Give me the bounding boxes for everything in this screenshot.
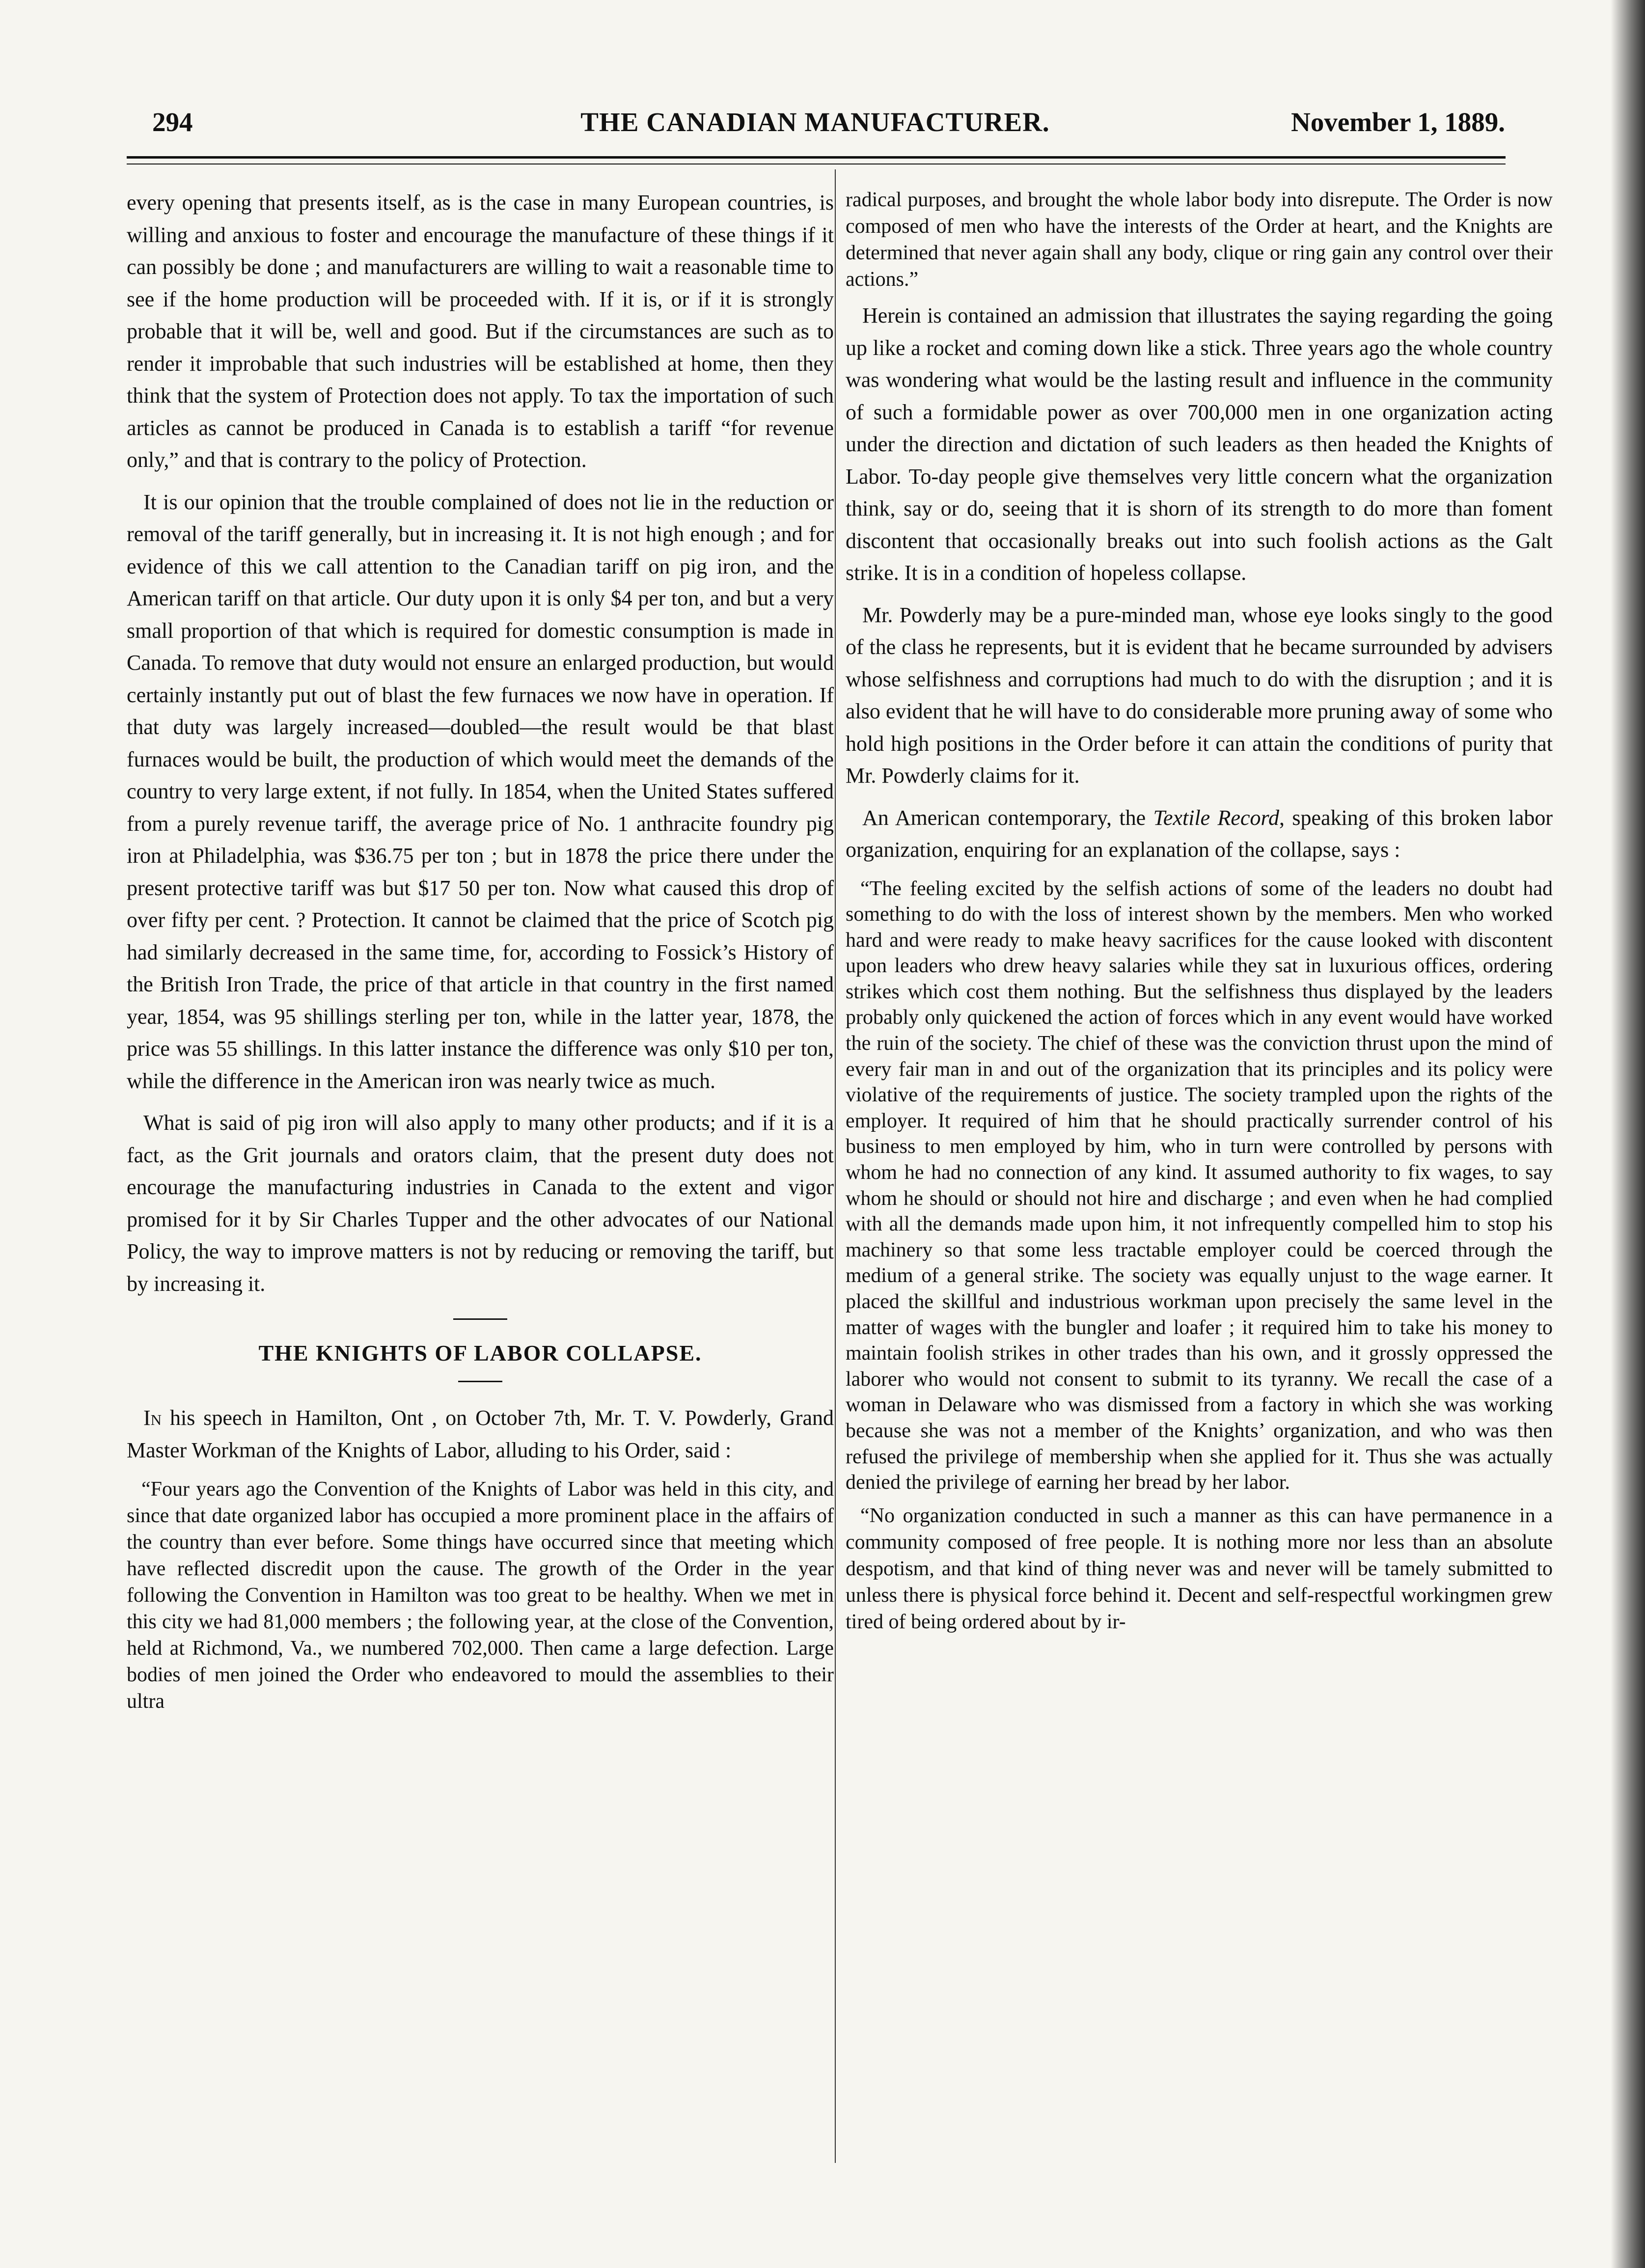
paragraph: Mr. Powderly may be a pure-minded man, whose eye looks singly to the good of the class he represents, but it is evident that he became surrounded by advisers whose selfishness and corruptions had much to do with the disruption ; and it is also evident that he will have to do considerable more pruning away of some who hold high positions in the Order before it can attain the conditions of purity that Mr. Powderly claims for it.: [846, 602, 1553, 788]
page-edge-shadow: [1611, 0, 1645, 2268]
left-column: [127, 187, 834, 2170]
publication-title: Textile Record: [1153, 805, 1279, 830]
running-header: [125, 101, 1505, 145]
quotation: “Four years ago the Convention of the Knights of Labor was held in this city, and since that date organized labor has occupied a more prominent place in the affairs of the country than ever before. Some things have occurred since that meeting which have reflected discredit upon the cause. The growth of the Order in the year following the Convention in Hamilton was too great to be healthy. When we met in this city we had 81,000 members ; the following year, at the close of the Convention, held at Richmond, Va., we numbered 702,000. Then came a large defection. Large bodies of men joined the Order who endeavored to mould the assemblies to their ultra: [127, 1478, 834, 1713]
paragraph: every opening that presents itself, as is the case in many European countries, is willing and anxious to foster and encourage the manufacture of these things if it can possibly be done ; and manufacturers are willing to wait a reasonable time to see if the home production will be proceeded with. If it is, or if it is strongly probable that it will be, well and good. But if the circumstances are such as to render it improbable that such industries will be established at home, then they think that the system of Protection does not apply. To tax the importation of such articles as cannot be produced in Canada is to establish a tariff “for revenue only,” and that is contrary to the policy of Protection.: [127, 191, 834, 472]
paragraph-text: An American contemporary, the: [862, 805, 1153, 830]
paragraph: What is said of pig iron will also apply to many other products; and if it is a fact, as the Grit journals and orators claim, that the present duty does not encourage the manufacturing industries in Canada to the extent and vigor promised for it by Sir Charles Tupper and the other advocates of our National Policy, the way to improve matters is not by reducing or removing the tariff, but by increasing it.: [127, 1111, 834, 1296]
paragraph: [127, 1402, 834, 1466]
paragraph: Herein is contained an admission that illustrates the saying regarding the going up like a rocket and coming down like a stick. Three years ago the whole country was wondering what would be the lasting result and influence in the community of such a formidable power as over 700,000 men in one organization acting under the direction and dictation of such leaders as then headed the Knights of Labor. To-day people give themselves very little concern what the organization think, say or do, seeing that it is shorn of its strength to do more than foment discontent that occasionally breaks out into such foolish actions as the Galt strike. It is in a condition of hopeless collapse.: [846, 303, 1553, 585]
article-heading: THE KNIGHTS OF LABOR COLLAPSE.: [258, 1340, 702, 1366]
paragraph-text: his speech in Hamilton, Ont , on October 7th, Mr. T. V. Powderly, Grand Master Workman of the Knights of Labor, alluding to his Order, said :: [127, 1406, 834, 1462]
quotation: “No organization conducted in such a manner as this can have permanence in a community composed of free people. It is nothing more nor less than an absolute despotism, and that kind of thing never was and never will be tamely submitted to unless there is physical force behind it. Decent and self-respectful workingmen grew tired of being ordered about by ir-: [846, 1504, 1553, 1633]
quotation-continued: radical purposes, and brought the whole labor body into disrepute. The Order is now composed of men who have the interests of the Order at heart, and the Knights are determined that never again shall any body, clique or ring gain any control over their actions.”: [846, 189, 1553, 291]
lead-in-word: In: [143, 1406, 162, 1430]
paragraph-text: , speaking of this broken labor organization, enquiring for an explanation of the collapse, says :: [846, 805, 1553, 862]
journal-title: THE CANADIAN MANUFACTURER.: [580, 107, 1050, 137]
header-rule-thick: [127, 156, 1506, 159]
page-number: 294: [152, 107, 193, 137]
section-separator: [453, 1318, 507, 1320]
paragraph: It is our opinion that the trouble complained of does not lie in the reduction or removal of the tariff generally, but in increasing it. It is not high enough ; and for evidence of this we call attention to the Canadian tariff on pig iron, and the American tariff on that article. Our duty upon it is only $4 per ton, and but a very small proportion of that which is required for domestic consumption is made in Canada. To remove that duty would not ensure an enlarged production, but would certainly instantly put out of blast the few furnaces we now have in operation. If that duty was largely increased—doubled—the result would be that blast furnaces would be built, the production of which would meet the demands of the country to very large extent, if not fully. In 1854, when the United States suffered from a purely revenue tariff, the average price of No. 1 anthracite foundry pig iron at Philadelphia, was $36.75 per ton ; but in 1878 the price there under the present protective tariff was but $17 50 per ton. Now what caused this drop of over fifty per cent. ? Protection. It cannot be claimed that the price of Scotch pig had similarly decreased in the same time, for, according to Fossick’s History of the British Iron Trade, the price of that article in that country in the first named year, 1854, was 95 shillings sterling per ton, while in the latter year, 1878, the price was 55 shillings. In this latter instance the difference was only $10 per ton, while the difference in the American iron was nearly twice as much.: [127, 490, 834, 1093]
right-column: [846, 187, 1553, 2170]
column-divider: [835, 169, 836, 2163]
quotation: “The feeling excited by the selfish actions of some of the leaders no doubt had something to do with the loss of interest shown by the members. Men who worked hard and were ready to make heavy sacrifices for the cause looked with discontent upon leaders who drew heavy salaries while they sat in luxurious offices, ordering strikes which cost them nothing. But the selfishness thus displayed by the leaders probably only quickened the action of forces which in any event would have worked the ruin of the society. The chief of these was the conviction thrust upon the mind of every fair man in and out of the organization that its principles and its policy were violative of the requirements of justice. The society trampled upon the rights of the employer. It required of him that he should practically surrender control of his business to men employed by him, who in turn were controlled by persons with whom he had no connection of any kind. It assumed authority to fix wages, to say whom he should or should not hire and discharge ; and even when he had complied with all the demands made upon him, it not infrequently compelled him to stop his machinery so that some less tractable employer could be coerced through the medium of a general strike. The society was equally unjust to the wage earner. It placed the skillful and industrious workman upon precisely the same level in the matter of wages with the bungler and loafer ; it required him to take his money to maintain foolish strikes in other trades than his own, and it grossly oppressed the laborer who would not consent to submit to its tyranny. We recall the case of a woman in Delaware who was dismissed from a factory in which she was working because she was not a member of the Knights’ organization, and who was then refused the privilege of membership when she applied for it. Thus she was actually denied the privilege of earning her bread by her labor.: [846, 877, 1553, 1494]
heading-separator: [458, 1381, 502, 1382]
paragraph: [846, 802, 1553, 866]
issue-date: November 1, 1889.: [1291, 107, 1505, 137]
